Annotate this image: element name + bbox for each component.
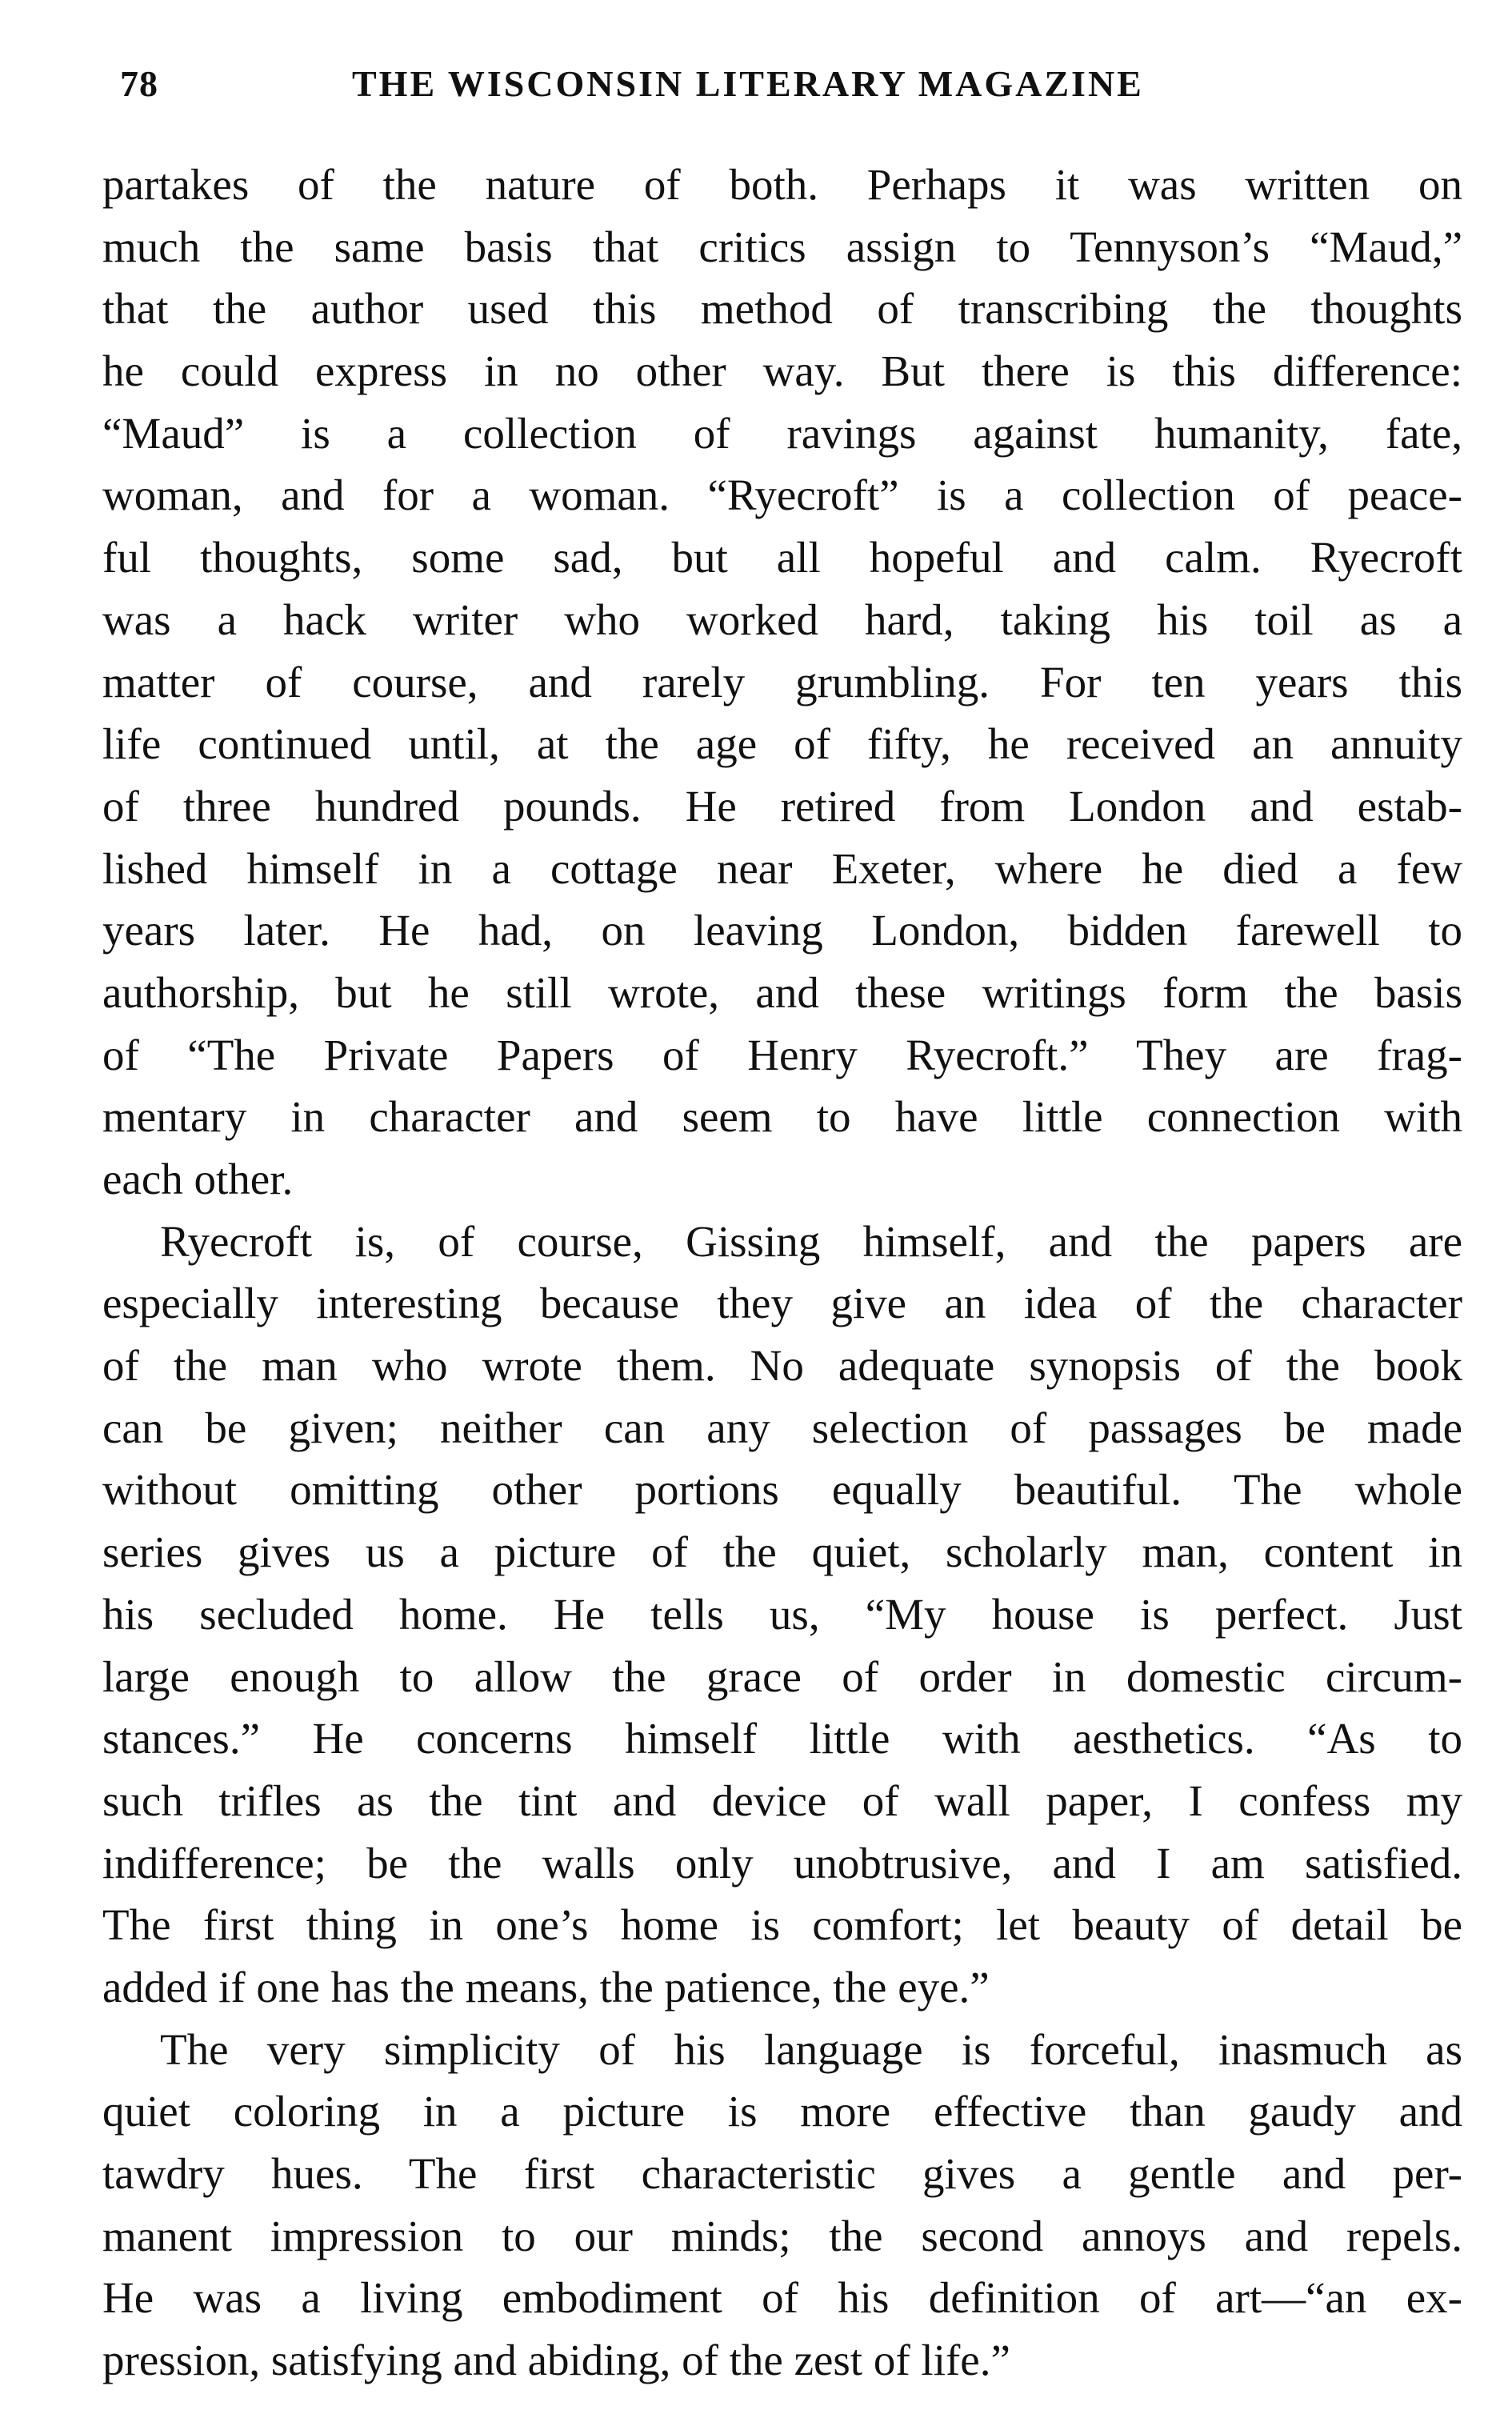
text-line: ful thoughts, some sad, but all hopeful and calm. Ryecroft (102, 533, 1462, 582)
text-line: lished himself in a cottage near Exeter, where he died a few (102, 843, 1462, 893)
paragraph-3 (102, 2019, 1462, 2392)
text-line: without omitting other portions equally beautiful. The whole (102, 1465, 1462, 1515)
text-line: much the same basis that critics assign to Tennyson’s “Maud,” (102, 222, 1462, 271)
text-line: Ryecroft is, of course, Gissing himself, and the papers are (160, 1216, 1462, 1266)
paragraph-1 (102, 154, 1462, 1211)
text-line: that the author used this method of transcribing the thoughts (102, 284, 1462, 334)
page-number: 78 (120, 63, 158, 104)
text-line: tawdry hues. The first characteristic gives a gentle and per- (102, 2149, 1462, 2198)
text-line: He was a living embodiment of his definition of art—“an ex- (102, 2273, 1462, 2323)
text-line: woman, and for a woman. “Ryecroft” is a collection of peace- (102, 470, 1462, 520)
text-line: large enough to allow the grace of order in domestic circum- (102, 1651, 1462, 1701)
text-line: quiet coloring in a picture is more effective than gaudy and (102, 2087, 1462, 2136)
text-line: of the man who wrote them. No adequate synopsis of the book (102, 1341, 1462, 1391)
text-line: indifference; be the walls only unobtrusive, and I am satisfied. (102, 1838, 1462, 1888)
running-title: THE WISCONSIN LITERARY MAGAZINE (352, 63, 1144, 104)
text-line: stances.” He concerns himself little with aesthetics. “As to (102, 1714, 1462, 1763)
page-header (120, 62, 1464, 110)
text-line: such trifles as the tint and device of wall paper, I confess my (102, 1775, 1462, 1825)
text-line: added if one has the means, the patience, the eye.” (102, 1962, 990, 2012)
text-line: mentary in character and seem to have little connection with (102, 1092, 1462, 1142)
text-line: The very simplicity of his language is forceful, inasmuch as (160, 2024, 1462, 2074)
text-line: The first thing in one’s home is comfort; let beauty of detail be (102, 1900, 1462, 1950)
paragraph-2 (102, 1211, 1462, 2019)
text-line: partakes of the nature of both. Perhaps it was written on (102, 160, 1462, 209)
text-line: his secluded home. He tells us, “My house is perfect. Just (102, 1589, 1462, 1639)
text-line: was a hack writer who worked hard, taking his toil as a (102, 594, 1462, 644)
text-line: life continued until, at the age of fifty, he received an annuity (102, 719, 1462, 769)
text-line: “Maud” is a collection of ravings against humanity, fate, (102, 408, 1462, 458)
body-text (102, 154, 1462, 2392)
text-line: of “The Private Papers of Henry Ryecroft.” They are frag- (102, 1030, 1462, 1079)
text-line: of three hundred pounds. He retired from London and estab- (102, 781, 1462, 831)
text-line: can be given; neither can any selection of passages be made (102, 1403, 1462, 1452)
text-line: matter of course, and rarely grumbling. For ten years this (102, 657, 1462, 707)
text-line: each other. (102, 1155, 294, 1203)
text-line: authorship, but he still wrote, and these writings form the basis (102, 967, 1462, 1017)
text-line: manent impression to our minds; the second annoys and repels. (102, 2211, 1462, 2260)
text-line: years later. He had, on leaving London, bidden farewell to (102, 906, 1462, 955)
text-line: he could express in no other way. But there is this difference: (102, 346, 1462, 396)
text-line: pression, satisfying and abiding, of the zest of life.” (102, 2336, 1010, 2385)
text-line: especially interesting because they give an idea of the character (102, 1279, 1462, 1328)
text-line: series gives us a picture of the quiet, scholarly man, content in (102, 1527, 1462, 1577)
